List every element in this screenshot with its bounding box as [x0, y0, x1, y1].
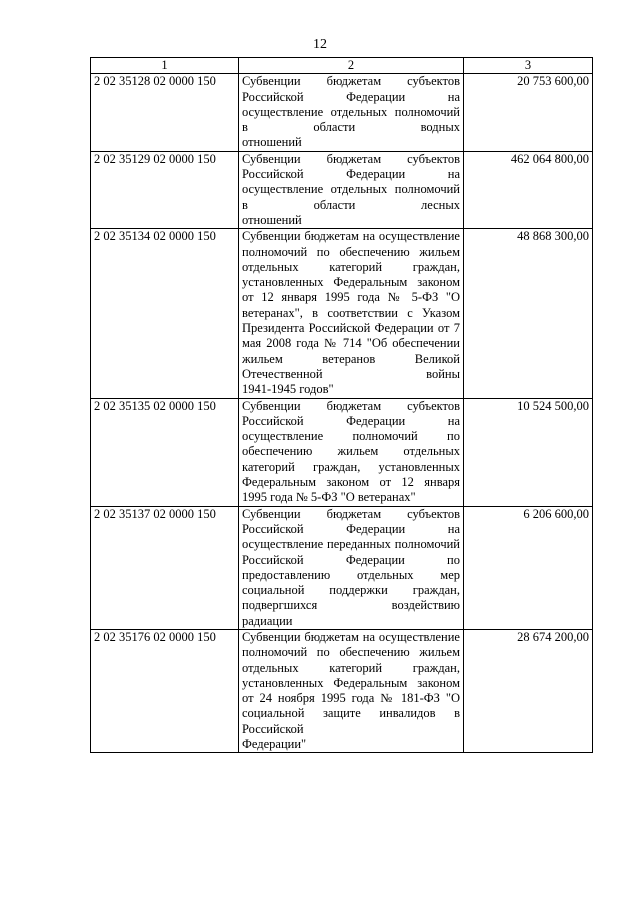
- description-text: Субвенции бюджетам на осуществление полномочий по обеспечению жильем отдельных категорий граждан, установленных Федеральным законом от 12 января 1995 года № 5-ФЗ "О ветеранах", в соответствии с Указом Президента Российской Федерации от 7 мая 2008 года № 714 "Об обеспечении жильем ветеранов Великой Отечественной войны: [242, 229, 460, 381]
- budget-code-cell: 2 02 35128 02 0000 150: [91, 74, 239, 151]
- description-text: Субвенции бюджетам на осуществление полномочий по обеспечению жильем отдельных категорий граждан, установленных Федеральным законом от 24 ноября 1995 года № 181-ФЗ "О социальной защите инвалидов в Российской: [242, 629, 460, 736]
- budget-table: [90, 57, 593, 753]
- description-text: Субвенции бюджетам субъектов Российской Федерации на осуществление полномочий по обеспечению жильем отдельных категорий граждан, установленных Федеральным законом от 12 января: [242, 398, 460, 490]
- budget-code-cell: 2 02 35134 02 0000 150: [91, 229, 239, 398]
- table-row: [91, 629, 593, 752]
- table-header-row: [91, 58, 593, 74]
- table-row: [91, 506, 593, 629]
- table-row: [91, 74, 593, 151]
- amount-cell: 20 753 600,00: [464, 74, 593, 151]
- description-cell: [239, 398, 464, 506]
- description-cell: [239, 229, 464, 398]
- amount-cell: 28 674 200,00: [464, 629, 593, 752]
- description-last-line: радиации: [242, 613, 293, 628]
- description-text: Субвенции бюджетам субъектов Российской Федерации на осуществление переданных полномочий Российской Федерации по предоставлению отдельных мер социальной поддержки граждан, подвергшихся воздействию: [242, 506, 460, 613]
- description-text: Субвенции бюджетам субъектов Российской Федерации на осуществление отдельных полномочий в области лесных: [242, 151, 460, 212]
- description-cell: [239, 629, 464, 752]
- budget-code-cell: 2 02 35129 02 0000 150: [91, 151, 239, 228]
- budget-code-cell: 2 02 35176 02 0000 150: [91, 629, 239, 752]
- column-header-amount: 3: [464, 58, 593, 74]
- budget-code-cell: 2 02 35137 02 0000 150: [91, 506, 239, 629]
- page-number: 12: [313, 37, 327, 52]
- description-text: Субвенции бюджетам субъектов Российской Федерации на осуществление отдельных полномочий в области водных: [242, 74, 460, 135]
- amount-cell: 10 524 500,00: [464, 398, 593, 506]
- amount-cell: 462 064 800,00: [464, 151, 593, 228]
- description-last-line: отношений: [242, 212, 302, 227]
- description-cell: [239, 151, 464, 228]
- column-header-code: 1: [91, 58, 239, 74]
- table-row: [91, 398, 593, 506]
- description-cell: [239, 74, 464, 151]
- table-row: [91, 229, 593, 398]
- amount-cell: 48 868 300,00: [464, 229, 593, 398]
- description-last-line: отношений: [242, 135, 302, 150]
- amount-cell: 6 206 600,00: [464, 506, 593, 629]
- description-last-line: Федерации": [242, 737, 307, 752]
- table-row: [91, 151, 593, 228]
- description-last-line: 1941-1945 годов": [242, 382, 334, 397]
- description-cell: [239, 506, 464, 629]
- description-last-line: 1995 года № 5-ФЗ "О ветеранах": [242, 490, 416, 505]
- budget-code-cell: 2 02 35135 02 0000 150: [91, 398, 239, 506]
- column-header-name: 2: [239, 58, 464, 74]
